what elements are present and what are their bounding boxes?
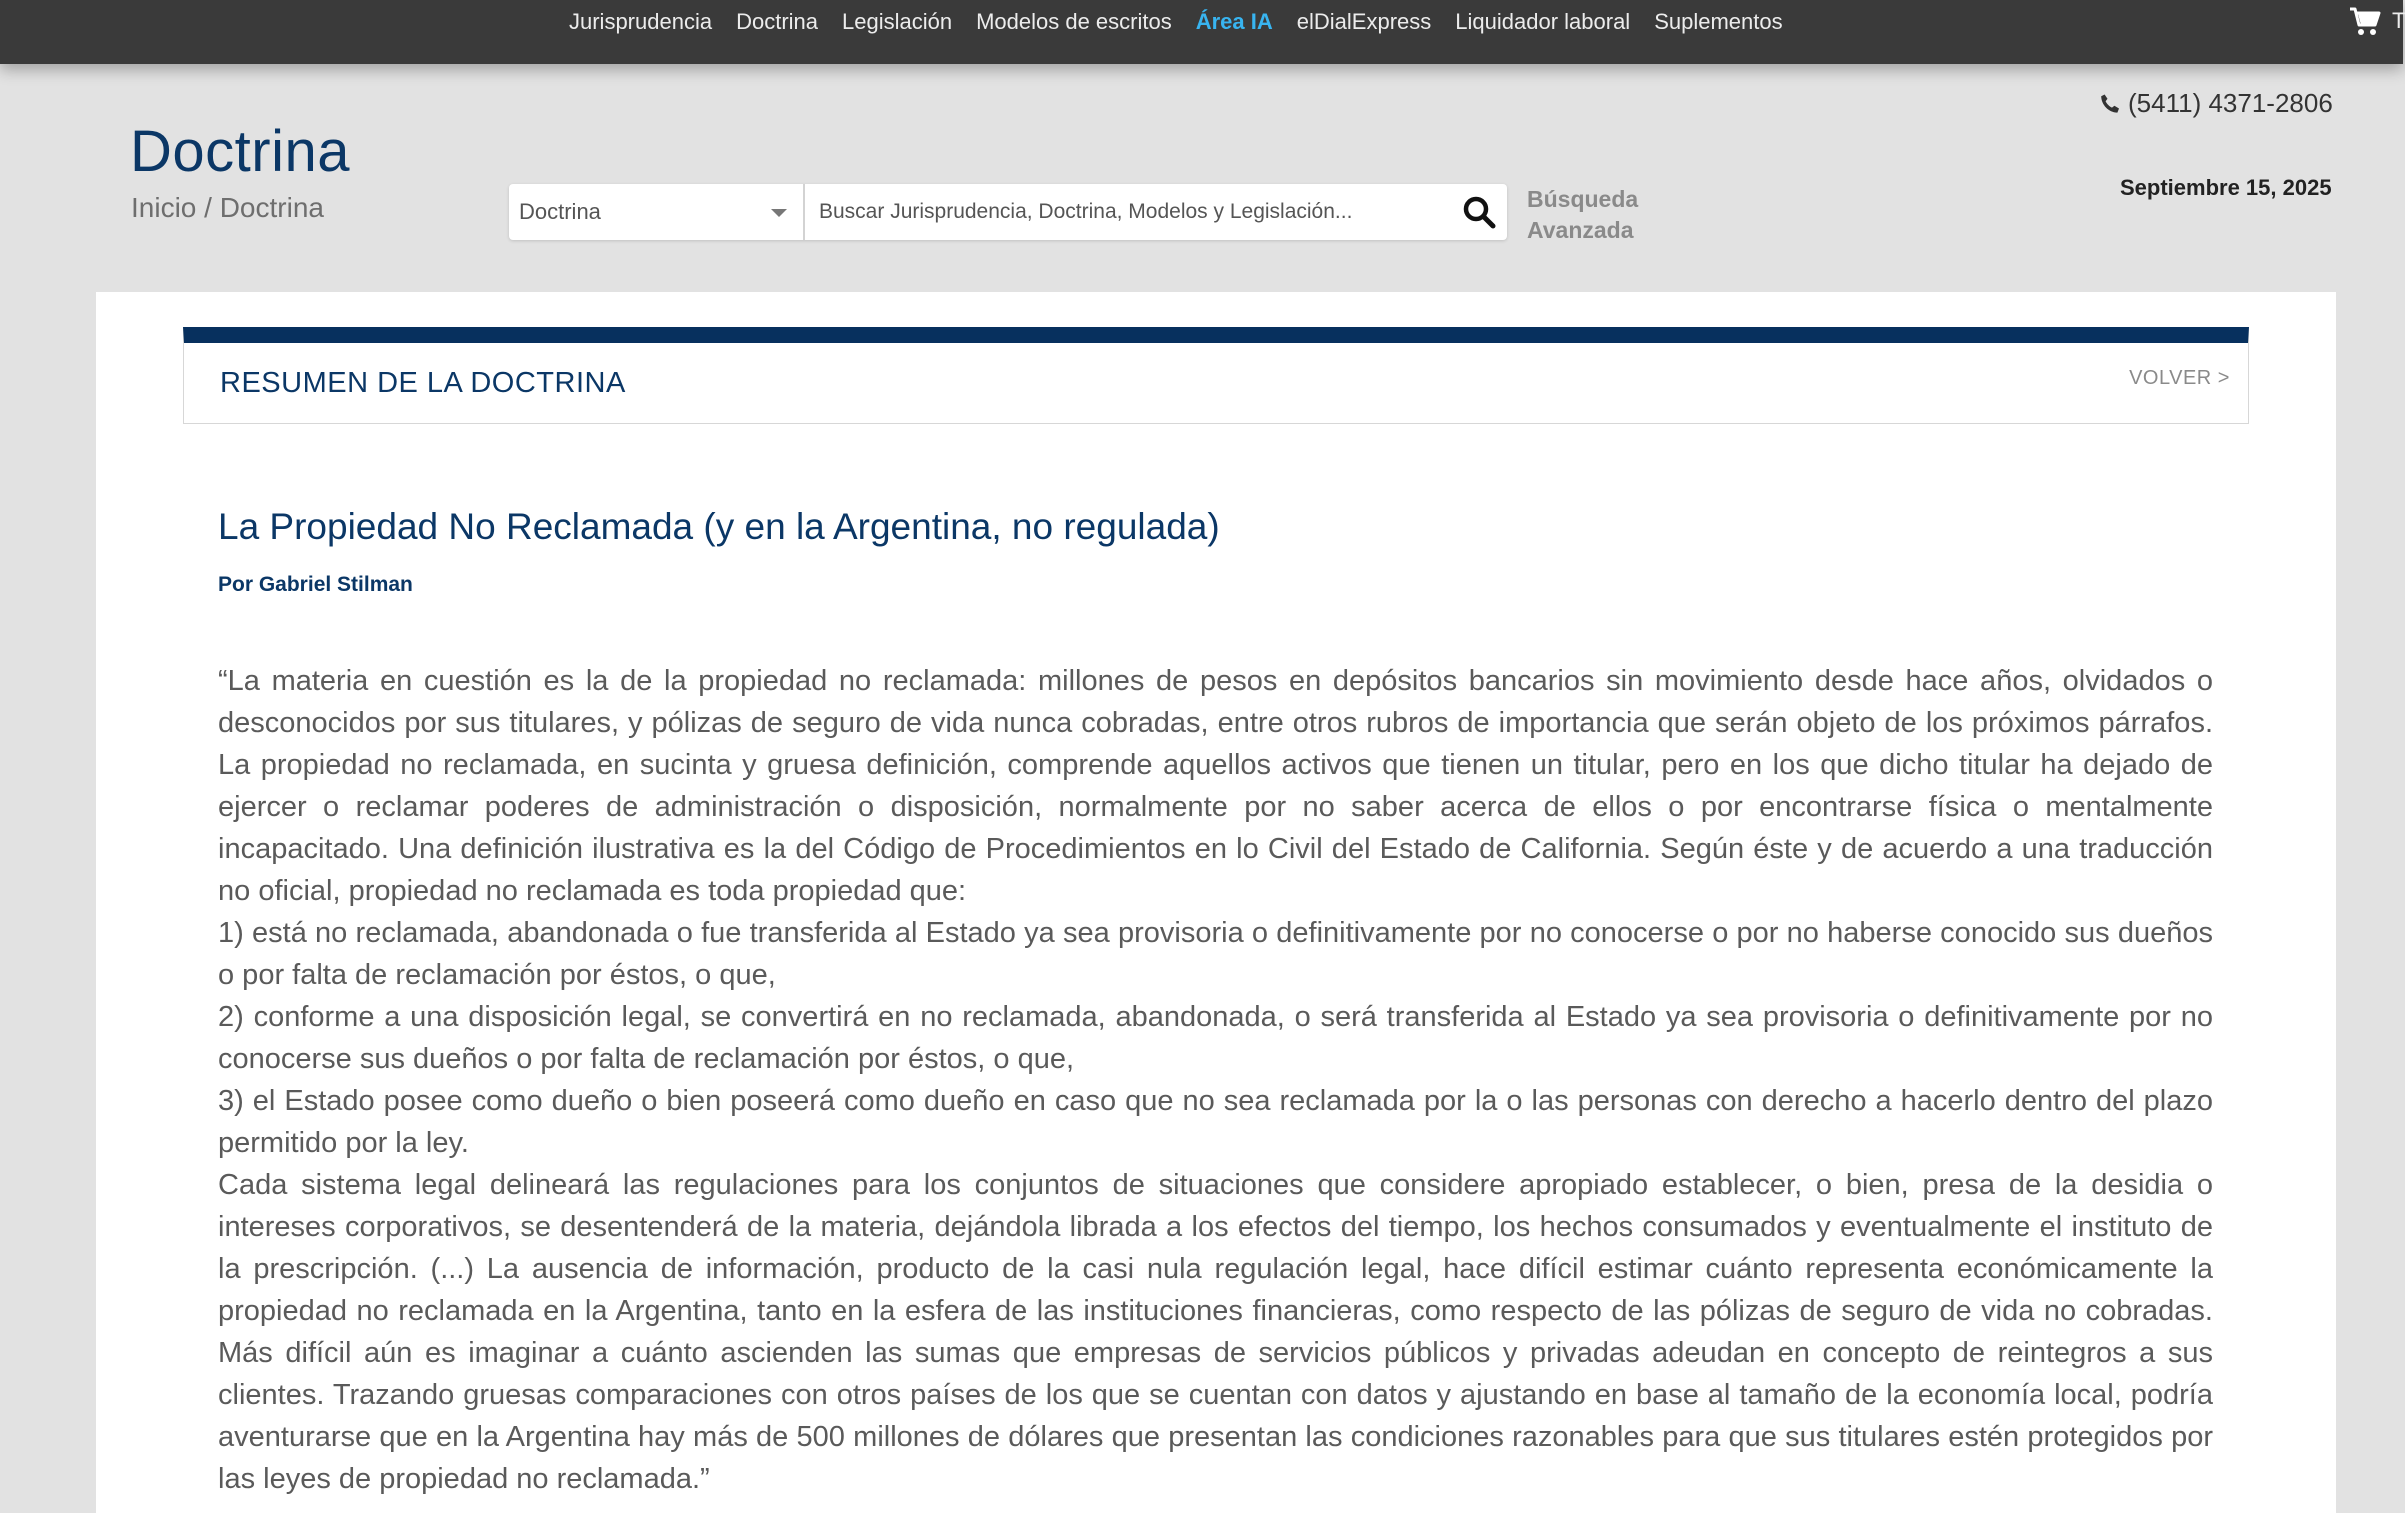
article-paragraph: “La materia en cuestión es la de la propiedad no reclamada: millones de pesos en depósitos bancarios sin movimiento desde hace años, olvidados o desconocidos por sus titulares, y pólizas de seguro de vida nunca cobradas, entre otros rubros de importancia que serán objeto de los próximos párrafos. La propiedad no reclamada, en sucinta y gruesa definición, comprende aquellos activos que tienen un titular, pero en los que dicho titular ha dejado de ejercer o reclamar poderes de administración o disposición, normalmente por no saber acerca de ellos o por encontrarse física o mentalmente incapacitado. Una definición ilustrativa es la del Código de Procedimientos en lo Civil del Estado de California. Según éste y de acuerdo a una traducción no oficial, propiedad no reclamada es toda propiedad que: <box>218 665 2213 907</box>
search-category-select[interactable] <box>509 184 805 240</box>
article-author: Por Gabriel Stilman <box>218 573 413 596</box>
article-title: La Propiedad No Reclamada (y en la Argentina, no regulada) <box>218 506 1220 547</box>
advanced-search-line1: Búsqueda <box>1527 186 1639 212</box>
chevron-down-icon <box>771 209 787 217</box>
content-panel <box>96 292 2336 1513</box>
nav-item-eldialexpress[interactable]: elDialExpress <box>1296 9 1432 34</box>
article-paragraph: Cada sistema legal delineará las regulaciones para los conjuntos de situaciones que considere apropiado establecer, o bien, presa de la desidia o intereses corporativos, se desentenderá de la materia, dejándola librada a los efectos del tiempo, los hechos consumados y eventualmente el instituto de la prescripción. (...) La ausencia de información, producto de la casi nula regulación legal, hace difícil estimar cuánto representa económicamente la propiedad no reclamada en la Argentina, tanto en la esfera de las instituciones financieras, como respecto de las pólizas de seguro de vida no cobradas. Más difícil aún es imaginar a cuánto ascienden las sumas que empresas de servicios públicos y privadas adeudan en concepto de reintegros a sus clientes. Trazando gruesas comparaciones con otros países de los que se cuentan con datos y ajustando en base al tamaño de la economía local, podría aventurarse que en la Argentina hay más de 500 millones de dólares que presentan las condiciones razonables para que sus titulares estén protegidos por las leyes de propiedad no reclamada.” <box>218 1169 2213 1495</box>
advanced-search-line2: Avanzada <box>1527 217 1634 243</box>
page-title: Doctrina <box>130 119 350 184</box>
article-body <box>218 660 2213 1500</box>
article-paragraph: 2) conforme a una disposición legal, se convertirá en no reclamada, abandonada, o será transferida al Estado ya sea provisoria o definitivamente por no conocerse sus dueños o por falta de reclamación por éstos, o que, <box>218 1001 2213 1075</box>
top-nav-bar <box>0 0 2403 64</box>
search-bar <box>509 184 1507 240</box>
summary-header <box>183 327 2249 424</box>
section-title: RESUMEN DE LA DOCTRINA <box>220 367 626 399</box>
article-paragraph: 1) está no reclamada, abandonada o fue transferida al Estado ya sea provisoria o definitivamente por no conocerse o por no haberse conocido sus dueños o por falta de reclamación por éstos, o que, <box>218 917 2213 991</box>
search-category-value: Doctrina <box>519 199 601 224</box>
search-input[interactable] <box>805 184 1451 240</box>
shopping-cart-icon[interactable] <box>2348 6 2382 38</box>
phone-contact <box>2098 88 2333 119</box>
nav-item-doctrina[interactable]: Doctrina <box>736 9 818 34</box>
cart-label[interactable]: T <box>2392 8 2405 33</box>
search-icon[interactable] <box>1451 184 1507 240</box>
back-link[interactable]: VOLVER > <box>2129 367 2230 389</box>
advanced-search-link[interactable] <box>1527 184 1638 246</box>
breadcrumb[interactable]: Inicio / Doctrina <box>131 192 324 223</box>
top-nav <box>557 0 1795 44</box>
article-paragraph: 3) el Estado posee como dueño o bien poseerá como dueño en caso que no sea reclamada por la o las personas con derecho a hacerlo dentro del plazo permitido por la ley. <box>218 1085 2213 1159</box>
nav-item-suplementos[interactable]: Suplementos <box>1654 9 1783 34</box>
nav-item-area-ia[interactable]: Área IA <box>1195 9 1273 34</box>
nav-item-legislacion[interactable]: Legislación <box>842 9 953 34</box>
nav-item-jurisprudencia[interactable]: Jurisprudencia <box>569 9 713 34</box>
nav-item-modelos-de-escritos[interactable]: Modelos de escritos <box>976 9 1172 34</box>
current-date: Septiembre 15, 2025 <box>2120 175 2332 200</box>
phone-number: (5411) 4371-2806 <box>2128 88 2333 118</box>
nav-item-liquidador-laboral[interactable]: Liquidador laboral <box>1455 9 1631 34</box>
phone-icon <box>2098 92 2122 116</box>
